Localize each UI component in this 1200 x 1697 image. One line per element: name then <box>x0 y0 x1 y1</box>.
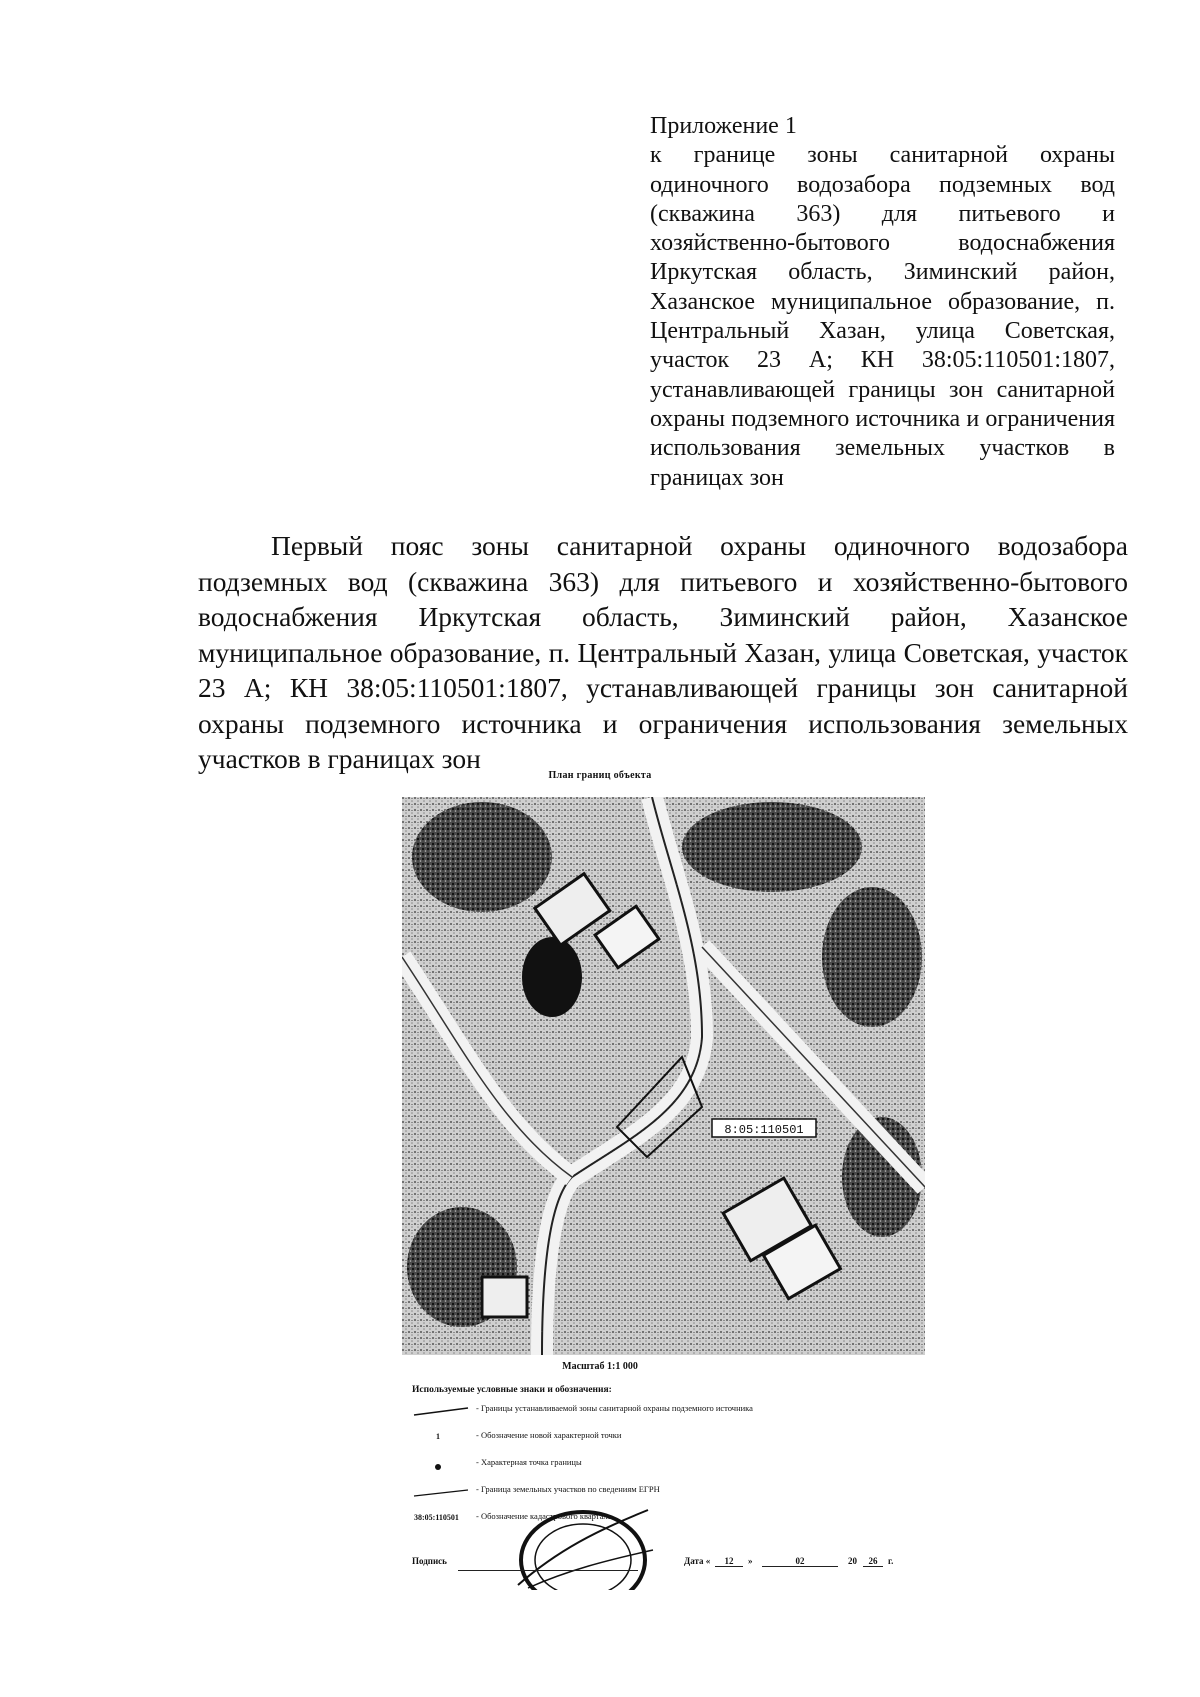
signature-label: Подпись <box>412 1556 447 1566</box>
legend-item <box>412 1453 932 1480</box>
plan-title: План границ объекта <box>548 770 652 781</box>
legend-title: Используемые условные знаки и обозначения: <box>412 1385 612 1395</box>
legend-item <box>412 1480 932 1507</box>
legend-item-text: - Обозначение новой характерной точки <box>476 1430 622 1440</box>
legend-item <box>412 1426 932 1453</box>
aerial-map <box>402 797 925 1355</box>
point-dot-icon <box>412 1453 474 1475</box>
legend-item-text: - Характерная точка границы <box>476 1457 582 1467</box>
quarter-code: 38:05:110501 <box>414 1513 459 1522</box>
legend-item-text: - Границы устанавливаемой зоны санитарной охраны подземного источника <box>476 1403 753 1413</box>
legend-item-text: - Обозначение кадастрового квартала <box>476 1511 612 1521</box>
legend-item-text: - Граница земельных участков по сведениям ЕГРН <box>476 1484 660 1494</box>
aerial-photo <box>402 797 925 1355</box>
date-label: Дата « <box>684 1556 711 1566</box>
building <box>482 1277 527 1317</box>
signature-line <box>458 1556 638 1571</box>
parcel-line-icon <box>412 1480 474 1502</box>
legend <box>412 1385 932 1534</box>
tree-cluster <box>412 802 552 912</box>
annex-block <box>650 112 1115 493</box>
legend-item <box>412 1507 932 1534</box>
date-day: 12 <box>715 1556 743 1567</box>
annex-body: к границе зоны санитарной охраны одиночного водозабора подземных вод (скважина 363) для питьевого и хозяйственно-бытового водоснабжения Иркутская область, Зиминский район, Хазанское муниципальное образование, п. Центральный Хазан, улица Советская, участок 23 А; КН 38:05:110501:1807, устанавливающей границы зон санитарной охраны подземного источника и ограничения использования земельных участков в границах зон <box>650 142 1115 491</box>
tree-cluster <box>682 802 862 892</box>
date-year: 26 <box>863 1556 883 1567</box>
date-year-suffix: г. <box>888 1556 894 1566</box>
boundary-line-icon <box>412 1399 474 1421</box>
legend-item <box>412 1399 932 1426</box>
document-heading: Первый пояс зоны санитарной охраны одиночного водозабора подземных вод (скважина 363) для питьевого и хозяйственно-бытового водоснабжения Иркутская область, Зиминский район, Хазанское муниципальное образование, п. Центральный Хазан, улица Советская, участок 23 А; КН 38:05:110501:1807, устанавливающей границы зон санитарной охраны подземного источника и ограничения использования земельных участков в границах зон <box>198 530 1128 774</box>
annex-title: Приложение 1 <box>650 113 797 139</box>
signature-row <box>412 1552 932 1576</box>
date-close-quote: » <box>748 1556 753 1566</box>
map-scale: Масштаб 1:1 000 <box>562 1361 638 1372</box>
tree-cluster <box>822 887 922 1027</box>
date-month: 02 <box>762 1556 838 1567</box>
map-label: 8:05:110501 <box>724 1123 804 1137</box>
point-number: 1 <box>436 1432 440 1441</box>
date-year-prefix: 20 <box>848 1556 857 1566</box>
tree-cluster <box>522 937 582 1017</box>
